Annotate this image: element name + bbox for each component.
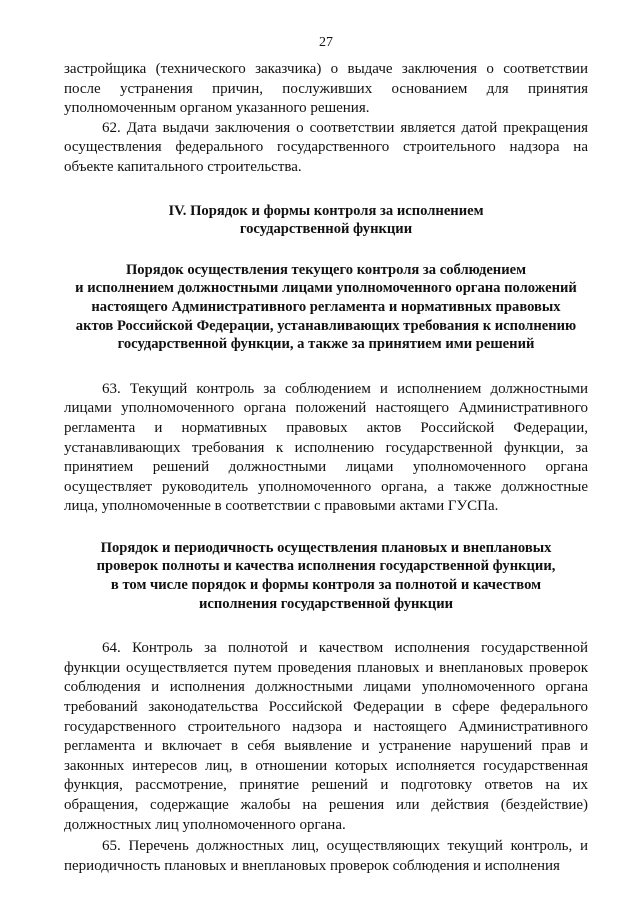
paragraph-continuation: застройщика (технического заказчика) о выдаче заключения о соответствии после устранения причин, послуживших основанием для принятия уполномоченным органом указанного решения. (64, 61, 588, 117)
section-heading-iv (64, 202, 588, 239)
paragraph-63: 63. Текущий контроль за соблюдением и исполнением должностными лицами уполномоченного органа положений настоящего Административного регламента и нормативных правовых актов Российской Федерации, устанавливающих требования к исполнению государственной функции, за принятием решений должностными лицами уполномоченного органа осуществляет руководитель уполномоченного органа, а также должностные лица, уполномоченные в соответствии с правовыми актами ГУСПа. (64, 380, 588, 515)
subheading-current-control (64, 261, 588, 354)
paragraph-65: 65. Перечень должностных лиц, осуществляющих текущий контроль, и периодичность плановых и внеплановых проверок соблюдения и исполнения (64, 838, 588, 874)
page-number: 27 (319, 35, 333, 50)
heading-line: проверок полноты и качества исполнения государственной функции, (96, 558, 556, 575)
subheading-periodicity (64, 539, 588, 613)
paragraph-64: 64. Контроль за полнотой и качеством исполнения государственной функции осуществляется путем проведения плановых и внеплановых проверок соблюдения и исполнения должностными лицами уполномоченного органа требований законодательства Российской Федерации в сфере федерального государственного строительного надзора и настоящего Административного регламента и включает в себя выявление и устранение нарушений прав и законных интересов лиц, в отношении которых исполняется государственная функция, рассмотрение, принятие решений и подготовку ответов на их обращения, содержащие жалобы на решения или действия (бездействие) должностных лиц уполномоченного органа. (64, 640, 588, 833)
heading-line: государственной функции (239, 221, 413, 238)
heading-line: актов Российской Федерации, устанавливающих требования к исполнению (75, 317, 577, 334)
heading-line: настоящего Административного регламента и нормативных правовых (91, 298, 561, 315)
heading-line: IV. Порядок и формы контроля за исполнением (168, 202, 484, 219)
heading-line: в том числе порядок и формы контроля за полнотой и качеством (110, 577, 542, 594)
heading-line: Порядок осуществления текущего контроля за соблюдением (125, 261, 527, 278)
heading-line: государственной функции, а также за принятием ими решений (117, 336, 535, 353)
heading-line: исполнения государственной функции (198, 595, 454, 612)
paragraph-62: 62. Дата выдачи заключения о соответствии является датой прекращения осуществления федерального государственного строительного надзора на объекте капитального строительства. (64, 119, 588, 175)
heading-line: и исполнением должностными лицами уполномоченного органа положений (75, 280, 577, 297)
heading-line: Порядок и периодичность осуществления плановых и внеплановых (100, 539, 552, 556)
